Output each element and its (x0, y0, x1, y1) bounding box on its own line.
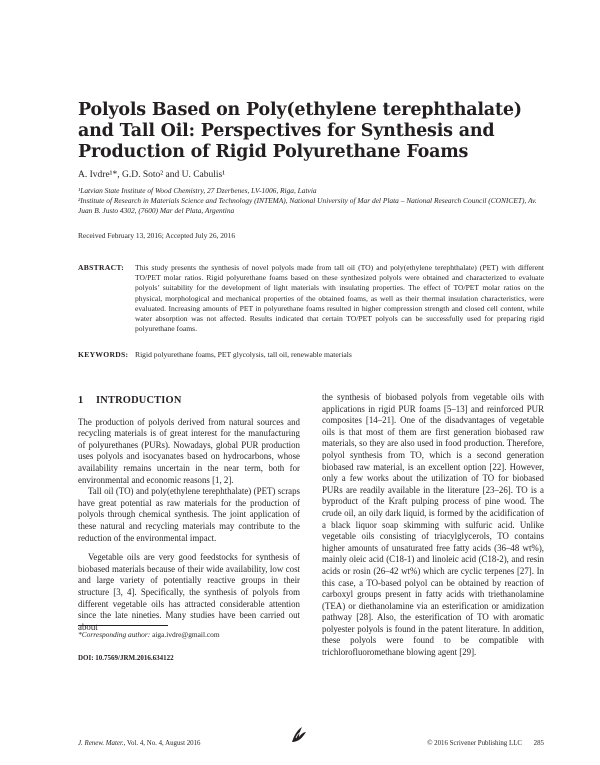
page-number: 285 (533, 740, 544, 747)
left-column (78, 395, 300, 633)
abstract (78, 263, 544, 334)
affiliations (78, 186, 548, 216)
paragraph-1: The production of polyols derived from natural sources and recycling materials is of great interest for the manufacturing of polyurethanes (PURs). Nowadays, global PUR production uses polyols and isocyanates based on hydrocarbons, whose availability remains uncertain in the near term, both for environmental and economic reasons [1, 2]. (78, 416, 300, 485)
affiliation-2: ²Institute of Research in Materials Science and Technology (INTEMA), National University of Mar del Plata – National Research Council (CONICET), Av. Juan B. Justo 4302, (7600) Mar del Plata, Argentina (78, 196, 537, 215)
received-dates: Received February 13, 2016; Accepted July 26, 2016 (78, 231, 236, 240)
section-number: 1 (78, 395, 84, 406)
keywords (78, 350, 544, 359)
footnote (78, 630, 220, 639)
section-title: INTRODUCTION (96, 395, 182, 406)
footnote-email[interactable]: aiga.ivdre@gmail.com (152, 630, 220, 639)
paragraph-right: the synthesis of biobased polyols from vegetable oils with applications in rigid PUR foams [5–13] and reinforced PUR composites [14–21]. One of the disadvantages of vegetable oils is that most of them are first generation biobased raw materials, so they are also used in food production. Therefore, polyol synthesis from TO, which is a second generation biobased raw material, is an excellent option [22]. However, only a few works about the utilization of TO for biobased PURs are readily available in the literature [23–26]. TO is a byproduct of the Kraft pulping process of pine wood. The crude oil, an oily dark liquid, is formed by the acidification of a black liquor soap skimming with sulfuric acid. Unlike vegetable oils consisting of triacylglycerols, TO contains higher amounts of unsaturated free fatty acids (36–48 wt%), mainly oleic acid (C18-1) and linoleic acid (C18-2), and resin acids or rosin (26–42 wt%) which are cyclic terpenes [27]. In this case, a TO-based polyol can be obtained by reaction of carboxyl groups present in fatty acids with triethanolamine (TEA) or diethanolamine via an esterification or amidization pathway [28]. Also, the esterification of TO with aromatic polyester polyols is found in the patent literature. In addition, these polyols were found to be compatible with trichlorofluoromethane blowing agent [29]. (322, 392, 544, 658)
journal-name: J. Renew. Mater. (78, 740, 124, 747)
paragraph-2: Tall oil (TO) and poly(ethylene terephthalate) (PET) scraps have great potential as raw materials for the production of polyols through chemical synthesis. The joint application of these natural and recycling materials may contribute to the reduction of the environmental impact. (78, 486, 300, 543)
journal-volume: , Vol. 4, No. 4, August 2016 (123, 740, 201, 747)
footnote-rule (78, 625, 168, 626)
affiliation-1: ¹Latvian State Institute of Wood Chemistry, 27 Dzerbenes, LV-1006, Riga, Latvia (78, 186, 317, 195)
keywords-label: KEYWORDS: (78, 350, 129, 359)
publisher-copyright: © 2016 Scrivener Publishing LLC (427, 740, 522, 747)
page-footer (78, 740, 544, 752)
abstract-label: ABSTRACT: (78, 263, 125, 272)
doi[interactable]: DOI: 10.7569/JRM.2016.634122 (78, 654, 174, 662)
section-heading (78, 395, 300, 407)
paper-title: Polyols Based on Poly(ethylene terephthalate) and Tall Oil: Perspectives for Synthesis and Production of Rigid Polyurethane Foams (78, 100, 522, 162)
author-list: A. Ivdre¹*, G.D. Soto² and U. Cabulis¹ (78, 170, 226, 180)
right-column (322, 392, 544, 659)
paragraph-3: Vegetable oils are very good feedstocks for synthesis of biobased materials because of their wide availability, low cost and large variety of potentially reactive groups in their structure [3, 4]. Specifically, the synthesis of polyols from different vegetable oils has attracted considerable attention since the late nineties. Many studies have been carried out about (78, 552, 300, 632)
footnote-label: *Corresponding author: (78, 630, 151, 639)
abstract-text: This study presents the synthesis of novel polyols made from tall oil (TO) and poly(ethylene terephthalate) (PET) with different TO/PET molar ratios. Rigid polyurethane foams based on these synthesized polyols were obtained and characterized to evaluate polyols’ suitability for the development of light materials with insulating properties. The effect of TO/PET molar ratios on the physical, morphological and mechanical properties of the obtained foams, as well as their thermal insulation characteristics, were evaluated. Increasing amounts of PET in polyurethane foams resulted in higher compression strength and closed cell content, while water absorption was not affected. Results indicated that certain TO/PET polyols can be successfully used for preparing rigid polyurethane foams. (135, 263, 544, 334)
journal-citation (78, 740, 201, 747)
keywords-text: Rigid polyurethane foams, PET glycolysis, tall oil, renewable materials (135, 350, 352, 359)
